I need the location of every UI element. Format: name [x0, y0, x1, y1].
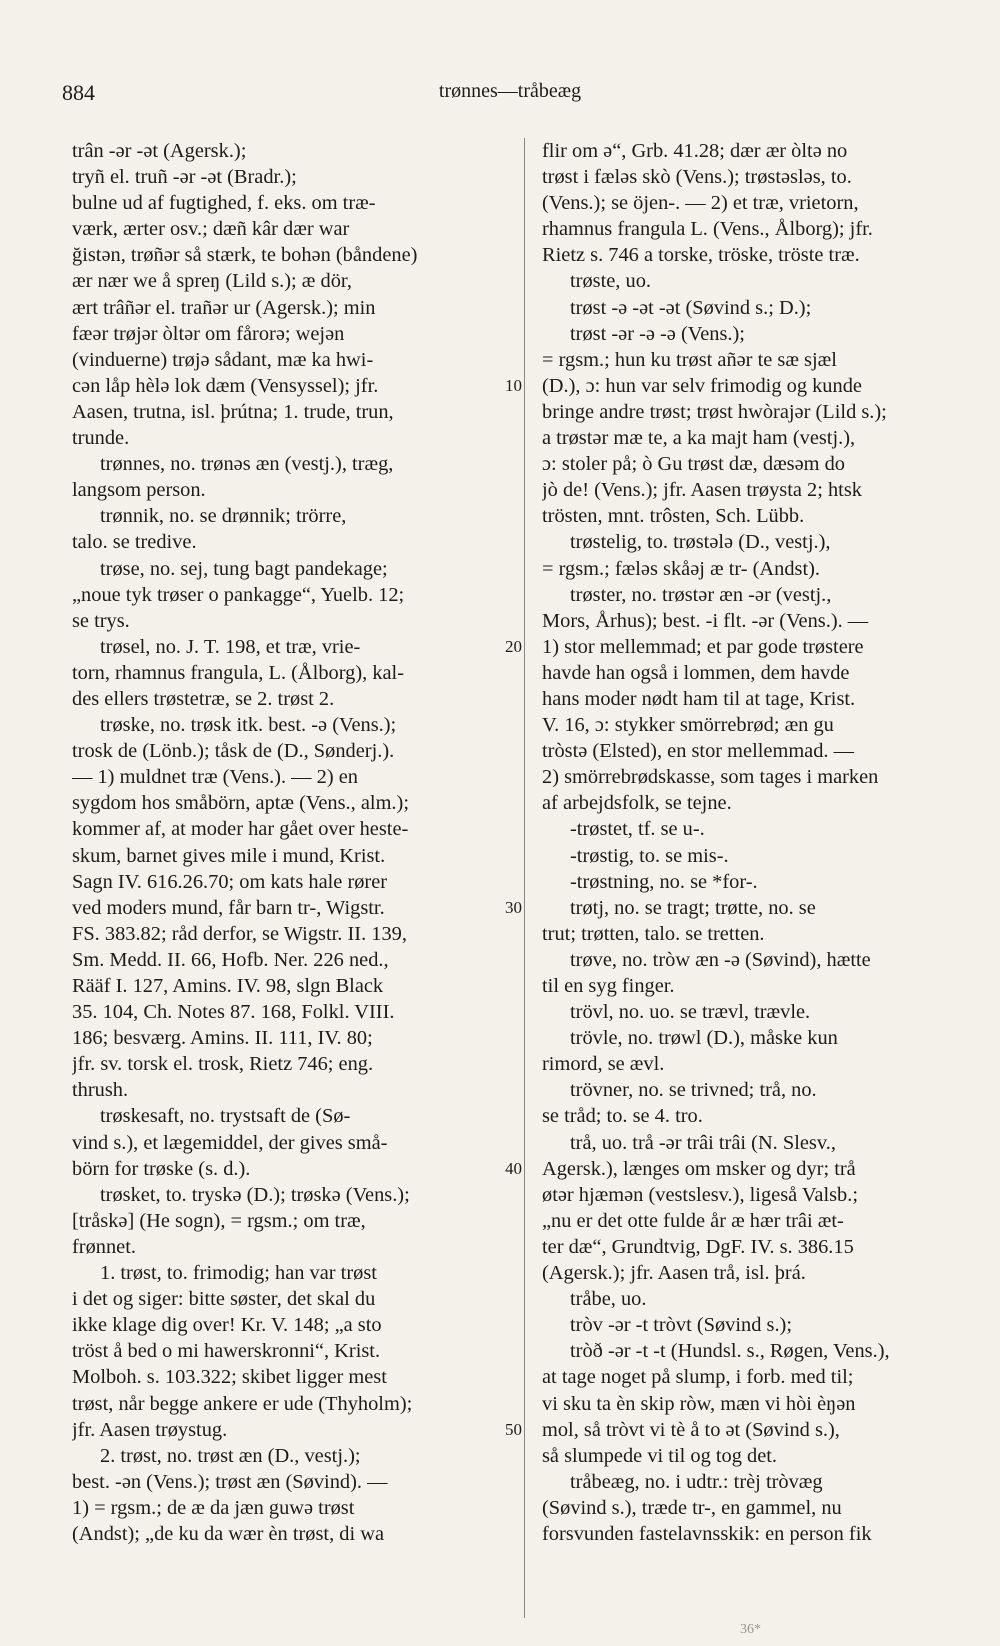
text-line: så slumpede vi til og tog det. — [542, 1444, 778, 1467]
text-line: trøskesaft, no. trystsaft de (Sø- — [100, 1105, 351, 1128]
page-number: 884 — [62, 80, 95, 105]
text-line: mol, så tròvt vi tè å to ət (Søvind s.), — [542, 1418, 840, 1441]
text-line: fæər trøjər òltər om fårorə; wejən — [72, 322, 345, 345]
footer-signature-mark: 36* — [740, 1622, 761, 1637]
text-line: trønnik, no. se drønnik; trörre, — [100, 505, 347, 528]
text-line: 35. 104, Ch. Notes 87. 168, Folkl. VIII. — [72, 1001, 395, 1024]
text-line: Mors, Århus); best. -i flt. -ər (Vens.). — — [542, 609, 869, 632]
text-line: langsom person. — [72, 479, 206, 502]
text-line: jfr. Aasen trøystug. — [72, 1418, 228, 1441]
text-line: trå, uo. trå -ər trâi trâi (N. Slesv., — [570, 1131, 836, 1154]
text-line: tryñ el. truñ -ər -ət (Bradr.); — [72, 166, 297, 189]
text-line: Aasen, trutna, isl. þrútna; 1. trude, trun, — [72, 400, 394, 423]
text-line: ved moders mund, får barn tr-, Wigstr. — [72, 896, 385, 919]
text-line: 2. trøst, no. trøst æn (D., vestj.); — [100, 1444, 361, 1467]
text-line: tråbeæg, no. i udtr.: trèj tròvæg — [570, 1470, 823, 1493]
text-line: trøse, no. sej, tung bagt pandekage; — [100, 557, 388, 580]
text-line: Molboh. s. 103.322; skibet ligger mest — [72, 1366, 387, 1389]
text-line: ɔ: stoler på; ò Gu trøst dæ, dæsəm do — [542, 453, 846, 476]
text-line: thrush. — [72, 1079, 129, 1102]
text-line: [tråskə] (He sogn), = rgsm.; om træ, — [72, 1209, 366, 1232]
text-line: tröst å bed o mi hawerskronni“, Krist. — [72, 1340, 381, 1363]
text-line: vi sku ta èn skip ròw, mæn vi hòi èŋən — [542, 1392, 856, 1415]
text-line: (Andst); „de ku da wær èn trøst, di wa — [72, 1522, 385, 1545]
text-line: -trøstig, to. se mis-. — [570, 844, 729, 867]
text-line: ært trâñər el. trañər ur (Agersk.); min — [72, 296, 376, 319]
text-line: se tråd; to. se 4. tro. — [542, 1105, 703, 1128]
text-line: kommer af, at moder har gået over heste- — [72, 818, 409, 841]
text-line: trøstelig, to. trøstələ (D., vestj.), — [570, 531, 831, 554]
text-line: ær nær we å spreŋ (Lild s.); æ dör, — [72, 270, 352, 293]
text-line: trøsel, no. J. T. 198, et træ, vrie- — [100, 635, 361, 658]
text-line: forsvunden fastelavnsskik: en person fik — [542, 1522, 872, 1545]
text-line: til en syg finger. — [542, 975, 675, 997]
text-line: rimord, se ævl. — [542, 1053, 665, 1076]
text-line: tròð -ər -t -t (Hundsl. s., Røgen, Vens.), — [570, 1340, 890, 1363]
text-line: trøst, når begge ankere er ude (Thyholm); — [72, 1392, 413, 1415]
text-line: skum, barnet gives mile i mund, Krist. — [72, 844, 386, 867]
text-line: (D.), ɔ: hun var selv frimodig og kunde — [542, 374, 862, 397]
column-rule — [524, 138, 525, 1618]
text-line: trøster, no. trøstər æn -ər (vestj., — [570, 583, 832, 606]
text-line: frønnet. — [72, 1235, 136, 1258]
text-line: 1) = rgsm.; de æ da jæn guwə trøst — [72, 1496, 355, 1519]
text-line: trosk de (Lönb.); tåsk de (D., Sønderj.). — [72, 740, 395, 763]
line-number: 50 — [505, 1419, 522, 1439]
text-line: bringe andre trøst; trøst hwòrajər (Lild s.); — [542, 400, 887, 423]
text-line: havde han også i lommen, dem havde — [542, 661, 850, 684]
text-line: trösten, mnt. trôsten, Sch. Lübb. — [542, 505, 805, 528]
line-number: 40 — [505, 1158, 522, 1178]
text-line: 1) stor mellemmad; et par gode trøstere — [542, 635, 864, 658]
text-line: jfr. sv. torsk el. trosk, Rietz 746; eng. — [72, 1053, 374, 1076]
text-line: cən låp hèlə lok dæm (Vensyssel); jfr. — [72, 374, 379, 397]
text-line: (vinduerne) trøjə sådant, mæ ka hwi- — [72, 348, 374, 371]
text-line: V. 16, ɔ: stykker smörrebrød; æn gu — [542, 714, 834, 737]
text-line: trân -ər -ət (Agersk.); — [72, 140, 247, 162]
text-line: bulne ud af fugtighed, f. eks. om træ- — [72, 192, 376, 215]
text-line: trøtj, no. se tragt; trøtte, no. se — [570, 896, 816, 919]
text-line: Rääf I. 127, Amins. IV. 98, slgn Black — [72, 975, 384, 997]
text-line: (Vens.); se öjen-. — 2) et træ, vrietorn, — [542, 192, 859, 215]
line-number: 20 — [505, 636, 522, 656]
text-line: = rgsm.; hun ku trøst añər te sæ sjæl — [542, 348, 837, 371]
text-line: -trøstet, tf. se u-. — [570, 818, 705, 841]
text-line: Sm. Medd. II. 66, Hofb. Ner. 226 ned., — [72, 948, 389, 971]
text-line: trut; trøtten, talo. se tretten. — [542, 922, 765, 945]
text-line: at tage noget på slump, i forb. med til; — [542, 1366, 854, 1389]
text-line: ter dæ“, Grundtvig, DgF. IV. s. 386.15 — [542, 1235, 854, 1258]
line-number: 10 — [505, 375, 522, 395]
text-line: øtər hjæmən (vestslesv.), ligeså Valsb.; — [542, 1183, 859, 1206]
text-line: vind s.), et lægemiddel, der gives små- — [72, 1131, 388, 1154]
text-line: Rietz s. 746 a torske, tröske, tröste træ. — [542, 244, 860, 267]
text-line: trønnes, no. trønəs æn (vestj.), træg, — [100, 453, 394, 476]
text-line: trøst i fæləs skò (Vens.); trøstəsləs, to. — [542, 166, 852, 189]
text-line: 2) smörrebrødskasse, som tages i marken — [542, 766, 879, 789]
text-line: „noue tyk trøser o pankagge“, Yuelb. 12; — [72, 583, 405, 606]
text-line: ikke klage dig over! Kr. V. 148; „a sto — [72, 1314, 382, 1337]
text-line: tròv -ər -t tròvt (Søvind s.); — [570, 1314, 792, 1337]
text-line: Agersk.), længes om msker og dyr; trå — [542, 1157, 856, 1180]
text-line: — 1) muldnet træ (Vens.). — 2) en — [72, 766, 358, 789]
text-line: se trys. — [72, 609, 130, 632]
text-line: trövle, no. trøwl (D.), måske kun — [570, 1027, 838, 1050]
line-number: 30 — [505, 897, 522, 917]
text-line: = rgsm.; fæləs skåəj æ tr- (Andst). — [542, 557, 821, 580]
text-line: ğistən, trøñər så stærk, te bohən (båndene) — [72, 244, 418, 267]
text-line: 1. trøst, to. frimodig; han var trøst — [100, 1262, 377, 1285]
text-line: (Søvind s.), træde tr-, en gammel, nu — [542, 1496, 842, 1519]
text-line: trøst -ər -ə -ə (Vens.); — [570, 322, 745, 345]
text-line: tråbe, uo. — [570, 1288, 647, 1311]
text-line: best. -ən (Vens.); trøst æn (Søvind). — — [72, 1470, 388, 1493]
text-line: Sagn IV. 616.26.70; om kats hale rører — [72, 870, 388, 893]
text-line: værk, ærter osv.; dæñ kâr dær war — [72, 218, 350, 241]
text-line: börn for trøske (s. d.). — [72, 1157, 251, 1180]
text-line: trøste, uo. — [570, 270, 651, 293]
text-line: (Agersk.); jfr. Aasen trå, isl. þrá. — [542, 1262, 806, 1285]
text-line: trövl, no. uo. se trævl, trævle. — [570, 1001, 811, 1024]
text-line: jò de! (Vens.); jfr. Aasen trøysta 2; htsk — [542, 479, 862, 502]
text-line: sygdom hos småbörn, aptæ (Vens., alm.); — [72, 792, 409, 815]
text-line: hans moder nødt ham til at tage, Krist. — [542, 687, 856, 710]
text-line: talo. se tredive. — [72, 531, 197, 554]
text-line: FS. 383.82; råd derfor, se Wigstr. II. 139, — [72, 922, 407, 945]
text-line: flir om ə“, Grb. 41.28; dær ær òltə no — [542, 140, 848, 162]
text-line: a trøstər mæ te, a ka majt ham (vestj.), — [542, 427, 856, 450]
text-line: torn, rhamnus frangula, L. (Ålborg), kal- — [72, 661, 405, 684]
text-line: trøve, no. tròw æn -ə (Søvind), hætte — [570, 948, 871, 971]
text-line: trunde. — [72, 427, 130, 450]
right-column — [542, 138, 982, 1547]
text-line: „nu er det otte fulde år æ hær trâi æt- — [542, 1209, 844, 1232]
text-line: des ellers trøstetræ, se 2. trøst 2. — [72, 687, 335, 710]
text-line: trövner, no. se trivned; trå, no. — [570, 1079, 817, 1102]
left-column — [72, 138, 512, 1547]
text-line: rhamnus frangula L. (Vens., Ålborg); jfr. — [542, 218, 873, 241]
running-head: trønnes—tråbeæg — [438, 80, 582, 102]
text-line: i det og siger: bitte søster, det skal du — [72, 1288, 376, 1311]
text-line: trøsket, to. tryskə (D.); trøskə (Vens.); — [100, 1183, 410, 1206]
text-line: trøske, no. trøsk itk. best. -ə (Vens.); — [100, 714, 397, 737]
text-line: 186; besværg. Amins. II. 111, IV. 80; — [72, 1027, 373, 1050]
text-line: -trøstning, no. se *for-. — [570, 870, 758, 893]
text-line: trøst -ə -ət -ət (Søvind s.; D.); — [570, 296, 812, 319]
text-line: af arbejdsfolk, se tejne. — [542, 792, 732, 815]
text-line: tròstə (Elsted), en stor mellemmad. — — [542, 740, 855, 763]
page-header — [60, 80, 960, 112]
